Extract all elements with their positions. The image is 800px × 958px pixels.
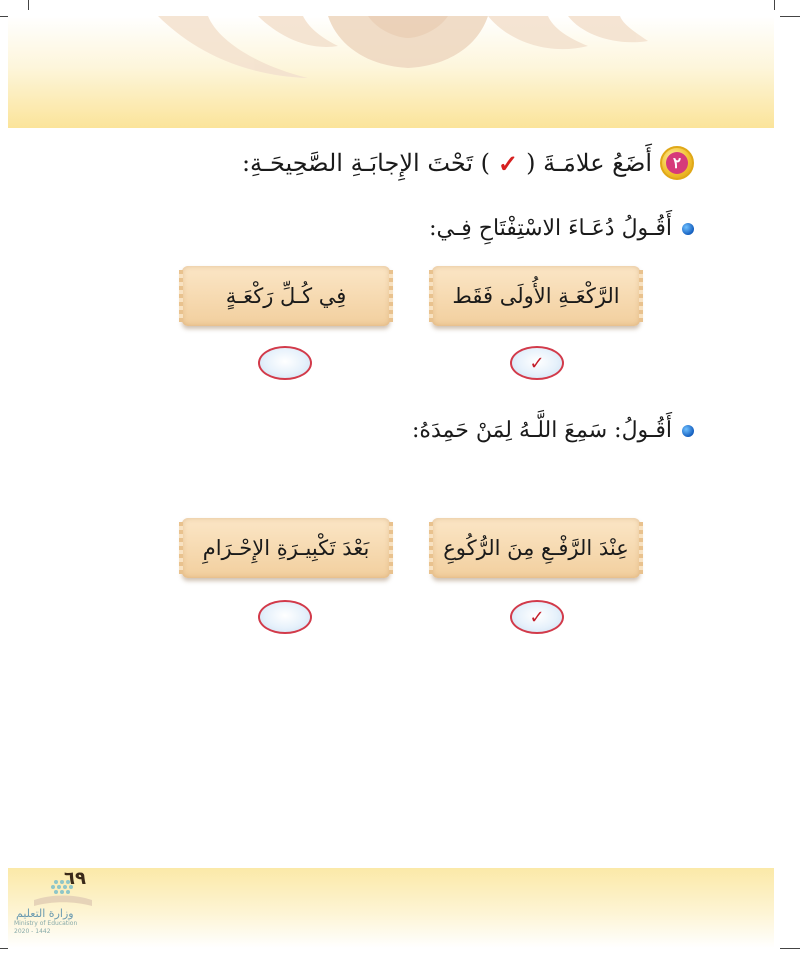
crop-mark [774, 0, 775, 10]
check-mark-icon: ✓ [529, 606, 545, 628]
option-1b-label: فِي كُـلِّ رَكْعَـةٍ [225, 284, 347, 308]
question-heading [242, 146, 694, 180]
header-decoration [8, 16, 774, 128]
ornament-pattern-icon [8, 16, 774, 128]
option-card-2a[interactable] [432, 518, 640, 578]
ministry-name: وزارة التعليم [16, 907, 74, 920]
ministry-name-english: Ministry of Education [14, 920, 78, 927]
option-2a-label: عِنْدَ الرَّفْـعِ مِنَ الرُّكُوعِ [443, 536, 629, 560]
answer-oval-2a[interactable] [510, 600, 564, 634]
option-card-2b[interactable] [182, 518, 390, 578]
question-text-after: ) تَحْتَ الإِجابَـةِ الصَّحِيحَـةِ: [241, 149, 491, 177]
prompt-2-text: أَقُـولُ: سَمِعَ اللَّـهُ لِمَنْ حَمِدَهُ: [412, 418, 672, 443]
page-number: ٦٩ [64, 868, 86, 889]
prompt-2 [412, 418, 694, 443]
answer-oval-2b[interactable] [258, 600, 312, 634]
crop-mark [0, 16, 8, 17]
check-mark-icon: ✓ [529, 352, 545, 374]
question-number-badge [660, 146, 694, 180]
option-card-1a[interactable] [432, 266, 640, 326]
crop-mark [780, 948, 800, 949]
question-number: ٢ [666, 152, 688, 174]
edition-year: 2020 - 1442 [14, 928, 51, 935]
option-card-1b[interactable] [182, 266, 390, 326]
option-1a-label: الرَّكْعَـةِ الأُولَى فَقَط [452, 284, 620, 308]
crop-mark [28, 0, 29, 10]
crop-mark [0, 948, 8, 949]
prompt-1 [429, 216, 694, 241]
crop-mark [780, 16, 800, 17]
bullet-icon [682, 223, 694, 235]
check-mark-icon: ✓ [498, 148, 519, 178]
answer-oval-1b[interactable] [258, 346, 312, 380]
bullet-icon [682, 425, 694, 437]
option-2b-label: بَعْدَ تَكْبِيـرَةِ الإِحْـرَامِ [202, 536, 370, 560]
answer-oval-1a[interactable] [510, 346, 564, 380]
question-text-before: أَضَعُ علامَـةَ ( [526, 149, 652, 177]
footer-decoration [8, 868, 774, 948]
prompt-1-text: أَقُـولُ دُعَـاءَ الاسْتِفْتَاحِ فِـي: [429, 216, 672, 241]
